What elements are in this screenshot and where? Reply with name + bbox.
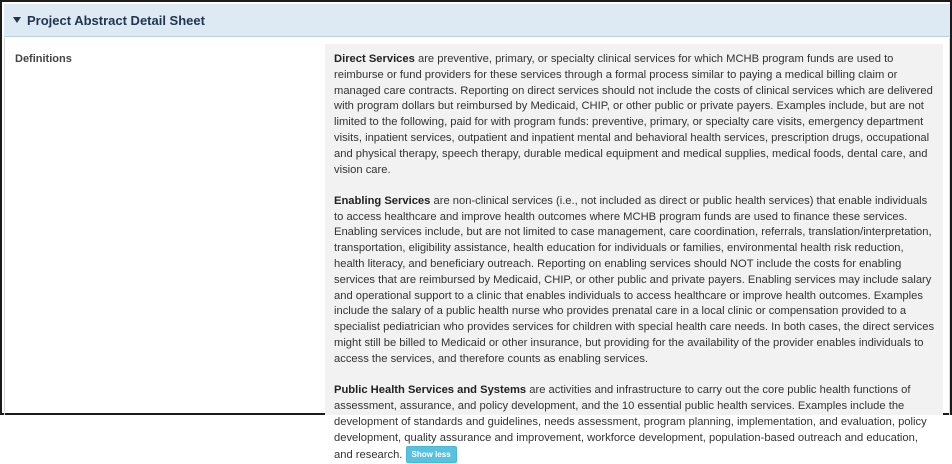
public-health-services-term: Public Health Services and Systems <box>334 384 527 397</box>
public-health-services-text: are activities and infrastructure to carry out the core public health functions of assessment, assurance, and policy development, and the 10 essential public health services. Examples include the development of standards and guidelines, needs assessment, program planning, implementation, and evaluation, policy development, quality assurance and improvement, workforce development, population-based outreach and education, and research. <box>334 384 927 462</box>
public-health-services-paragraph <box>334 383 937 464</box>
panel-body <box>4 38 950 462</box>
direct-services-text: are preventive, primary, or specialty clinical services for which MCHB program funds are used to reimburse or fund providers for these services through a formal process similar to paying a medical billing claim or managed care contracts. Reporting on direct services should not include the costs of clinical services which are delivered with program dollars but reimbursed by Medicaid, CHIP, or other public or private payers. Examples include, but are not limited to the following, paid for with program funds: preventive, primary, or specialty care visits, emergency department visits, inpatient services, outpatient and inpatient mental and behavioral health services, prescription drugs, occupational and physical therapy, speech therapy, durable medical equipment and medical supplies, medical foods, dental care, and vision care. <box>334 53 933 176</box>
direct-services-paragraph <box>334 52 937 178</box>
caret-down-icon[interactable] <box>13 17 21 23</box>
panel-header-toggle[interactable] <box>4 4 950 37</box>
enabling-services-term: Enabling Services <box>334 194 431 207</box>
enabling-services-paragraph <box>334 194 937 368</box>
definitions-value <box>325 44 943 462</box>
definitions-label: Definitions <box>15 53 72 65</box>
direct-services-term: Direct Services <box>334 53 415 65</box>
enabling-services-text: are non-clinical services (i.e., not included as direct or public health services) that enable individuals to access healthcare and improve health outcomes where MCHB program funds are used to finance these services. Enabling services include, but are not limited to case management, care coordination, referrals, translation/interpretation, transportation, eligibility assistance, health education for individuals or families, environmental health risk reduction, health literacy, and beneficiary outreach. Reporting on enabling services should NOT include the costs for enabling services that are reimbursed by Medicaid, CHIP, or other public and private payers. Enabling services may include salary and operational support to a clinic that enables individuals to access healthcare or improve health outcomes. Examples include the salary of a public health nurse who provides prenatal care in a local clinic or compensation provided to a specialist pediatrician who provides services for children with special health care needs. In both cases, the direct services might still be billed to Medicaid or other insurance, but providing for the availability of the provider enables individuals to access the services, and therefore counts as enabling services. <box>334 194 935 365</box>
panel-title: Project Abstract Detail Sheet <box>27 12 205 28</box>
show-less-button[interactable]: Show less <box>406 446 457 463</box>
